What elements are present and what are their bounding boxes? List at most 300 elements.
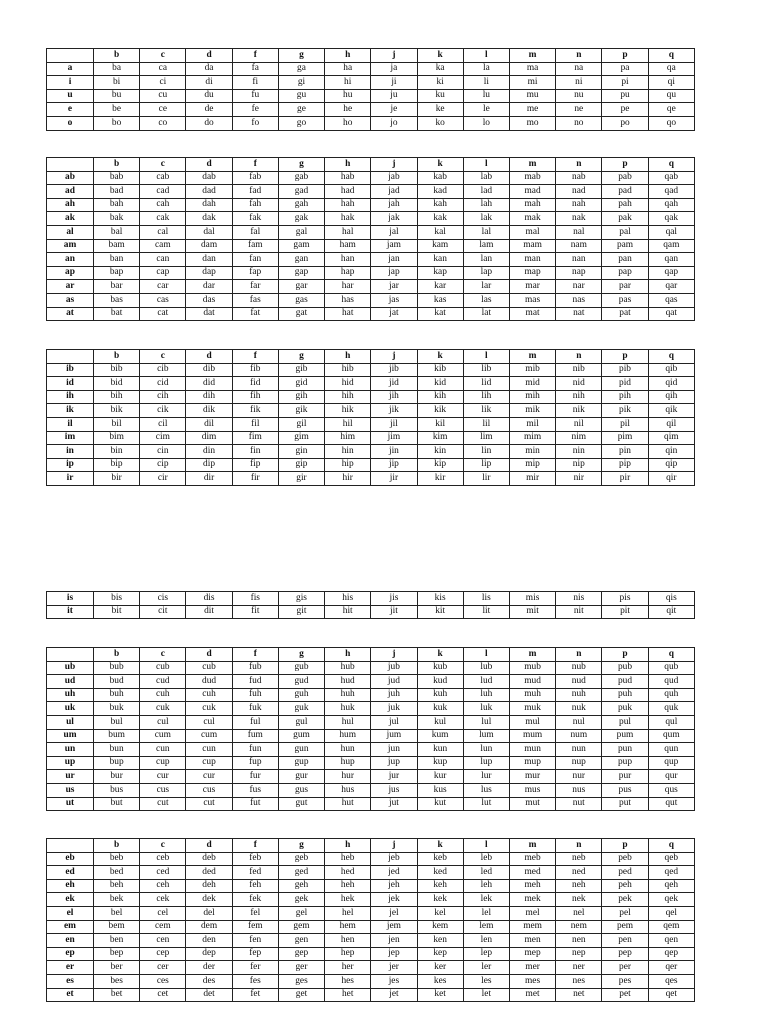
column-header: q [648, 49, 694, 63]
syllable-cell: pih [602, 390, 648, 404]
table-row [47, 906, 695, 920]
syllable-cell: pet [602, 988, 648, 1002]
syllable-cell: bem [94, 920, 140, 934]
syllable-cell: jip [371, 458, 417, 472]
syllable-cell: ler [463, 961, 509, 975]
syllable-cell: nil [556, 417, 602, 431]
syllable-cell: lud [463, 675, 509, 689]
syllable-cell: mek [509, 893, 555, 907]
syllable-cell: nem [556, 920, 602, 934]
row-header: um [47, 729, 94, 743]
syllable-cell: cis [140, 592, 186, 606]
syllable-cell: lun [463, 743, 509, 757]
row-header: e [47, 103, 94, 117]
syllable-cell: mep [509, 947, 555, 961]
syllable-cell: lab [463, 171, 509, 185]
vowel-syllable-table [46, 48, 695, 131]
syllable-cell: cub [140, 661, 186, 675]
syllable-cell: gib [278, 363, 324, 377]
syllable-cell: fer [232, 961, 278, 975]
syllable-cell: hik [325, 404, 371, 418]
syllable-cell: gen [278, 934, 324, 948]
syllable-cell: jet [371, 988, 417, 1002]
syllable-cell: nah [556, 198, 602, 212]
syllable-cell: ki [417, 76, 463, 90]
syllable-cell: dap [186, 266, 232, 280]
syllable-cell: ka [417, 62, 463, 76]
syllable-cell: lak [463, 212, 509, 226]
syllable-cell: fah [232, 198, 278, 212]
syllable-cell: jub [371, 661, 417, 675]
syllable-cell: kud [417, 675, 463, 689]
syllable-cell: ces [140, 974, 186, 988]
syllable-cell: hul [325, 715, 371, 729]
syllable-cell: cab [140, 171, 186, 185]
syllable-cell: jel [371, 906, 417, 920]
syllable-cell: din [186, 445, 232, 459]
syllable-cell: hes [325, 974, 371, 988]
column-header: h [325, 648, 371, 662]
syllable-cell: bel [94, 906, 140, 920]
syllable-cell: bal [94, 225, 140, 239]
syllable-cell: nih [556, 390, 602, 404]
syllable-cell: pat [602, 307, 648, 321]
column-header: j [371, 350, 417, 364]
row-header: ur [47, 770, 94, 784]
syllable-cell: dik [186, 404, 232, 418]
table-row [47, 89, 695, 103]
syllable-cell: pap [602, 266, 648, 280]
column-header: m [509, 648, 555, 662]
syllable-cell: fek [232, 893, 278, 907]
syllable-cell: qap [648, 266, 694, 280]
syllable-cell: mah [509, 198, 555, 212]
syllable-cell: mal [509, 225, 555, 239]
table-header-row [47, 350, 695, 364]
table-row [47, 404, 695, 418]
syllable-cell: ke [417, 103, 463, 117]
syllable-cell: bir [94, 472, 140, 486]
syllable-cell: jun [371, 743, 417, 757]
syllable-cell: jud [371, 675, 417, 689]
syllable-cell: cit [140, 605, 186, 619]
syllable-cell: hep [325, 947, 371, 961]
table-row [47, 783, 695, 797]
syllable-cell: quh [648, 688, 694, 702]
column-header: q [648, 839, 694, 853]
i-syllable-table [46, 349, 695, 486]
syllable-cell: kut [417, 797, 463, 811]
syllable-cell: qab [648, 171, 694, 185]
syllable-cell: lit [463, 605, 509, 619]
syllable-cell: kir [417, 472, 463, 486]
row-header: an [47, 253, 94, 267]
syllable-cell: cur [186, 770, 232, 784]
syllable-cell: gud [278, 675, 324, 689]
corner-cell [47, 49, 94, 63]
syllable-cell: cih [140, 390, 186, 404]
syllable-cell: net [556, 988, 602, 1002]
syllable-cell: cub [186, 661, 232, 675]
syllable-cell: fis [232, 592, 278, 606]
syllable-cell: jis [371, 592, 417, 606]
syllable-cell: cum [140, 729, 186, 743]
corner-cell [47, 158, 94, 172]
syllable-cell: bam [94, 239, 140, 253]
syllable-cell: pe [602, 103, 648, 117]
syllable-cell: jir [371, 472, 417, 486]
syllable-cell: cum [186, 729, 232, 743]
syllable-cell: mud [509, 675, 555, 689]
syllable-cell: qas [648, 293, 694, 307]
syllable-cell: jab [371, 171, 417, 185]
syllable-cell: hek [325, 893, 371, 907]
syllable-cell: far [232, 280, 278, 294]
syllable-cell: cun [140, 743, 186, 757]
syllable-cell: hil [325, 417, 371, 431]
syllable-cell: bid [94, 377, 140, 391]
syllable-cell: jim [371, 431, 417, 445]
syllable-cell: mil [509, 417, 555, 431]
syllable-cell: bil [94, 417, 140, 431]
table-header-row [47, 839, 695, 853]
syllable-cell: kan [417, 253, 463, 267]
syllable-cell: jib [371, 363, 417, 377]
syllable-cell: dak [186, 212, 232, 226]
syllable-cell: cus [186, 783, 232, 797]
syllable-cell: cam [140, 239, 186, 253]
syllable-cell: lem [463, 920, 509, 934]
syllable-cell: feb [232, 852, 278, 866]
syllable-cell: put [602, 797, 648, 811]
column-header: m [509, 49, 555, 63]
syllable-cell: neh [556, 879, 602, 893]
syllable-cell: po [602, 116, 648, 130]
syllable-cell: qak [648, 212, 694, 226]
syllable-cell: men [509, 934, 555, 948]
syllable-cell: cad [140, 185, 186, 199]
row-header: ul [47, 715, 94, 729]
syllable-cell: kal [417, 225, 463, 239]
syllable-cell: lih [463, 390, 509, 404]
table-header-row [47, 158, 695, 172]
syllable-cell: lal [463, 225, 509, 239]
row-header: ib [47, 363, 94, 377]
syllable-cell: cur [140, 770, 186, 784]
table-row [47, 307, 695, 321]
table-row [47, 605, 695, 619]
row-header: uh [47, 688, 94, 702]
syllable-cell: mam [509, 239, 555, 253]
syllable-cell: pil [602, 417, 648, 431]
syllable-cell: gul [278, 715, 324, 729]
column-header: n [556, 49, 602, 63]
syllable-cell: lul [463, 715, 509, 729]
syllable-cell: gur [278, 770, 324, 784]
syllable-cell: nul [556, 715, 602, 729]
syllable-cell: ma [509, 62, 555, 76]
syllable-cell: gut [278, 797, 324, 811]
syllable-cell: dih [186, 390, 232, 404]
syllable-cell: kus [417, 783, 463, 797]
syllable-cell: lip [463, 458, 509, 472]
syllable-cell: nuk [556, 702, 602, 716]
column-header: h [325, 839, 371, 853]
syllable-cell: car [140, 280, 186, 294]
syllable-cell: lap [463, 266, 509, 280]
syllable-cell: bik [94, 404, 140, 418]
syllable-cell: fal [232, 225, 278, 239]
table-row [47, 239, 695, 253]
syllable-cell: met [509, 988, 555, 1002]
syllable-cell: bad [94, 185, 140, 199]
column-header: f [232, 350, 278, 364]
syllable-cell: pip [602, 458, 648, 472]
column-header: h [325, 49, 371, 63]
syllable-cell: pah [602, 198, 648, 212]
syllable-cell: deh [186, 879, 232, 893]
syllable-cell: lir [463, 472, 509, 486]
syllable-cell: him [325, 431, 371, 445]
row-header: ar [47, 280, 94, 294]
syllable-cell: bim [94, 431, 140, 445]
syllable-cell: buk [94, 702, 140, 716]
syllable-cell: nit [556, 605, 602, 619]
syllable-cell: qa [648, 62, 694, 76]
syllable-cell: pub [602, 661, 648, 675]
syllable-cell: gab [278, 171, 324, 185]
column-header: g [278, 648, 324, 662]
syllable-cell: fam [232, 239, 278, 253]
table-row [47, 743, 695, 757]
syllable-cell: ho [325, 116, 371, 130]
syllable-cell: bun [94, 743, 140, 757]
syllable-cell: gum [278, 729, 324, 743]
column-header: l [463, 839, 509, 853]
syllable-cell: jur [371, 770, 417, 784]
syllable-cell: lep [463, 947, 509, 961]
syllable-cell: jit [371, 605, 417, 619]
syllable-cell: dit [186, 605, 232, 619]
syllable-cell: lah [463, 198, 509, 212]
syllable-cell: dud [186, 675, 232, 689]
syllable-cell: du [186, 89, 232, 103]
syllable-cell: qet [648, 988, 694, 1002]
syllable-cell: led [463, 866, 509, 880]
table-row [47, 212, 695, 226]
syllable-cell: kas [417, 293, 463, 307]
syllable-cell: jad [371, 185, 417, 199]
syllable-cell: jas [371, 293, 417, 307]
syllable-cell: qib [648, 363, 694, 377]
syllable-cell: bep [94, 947, 140, 961]
syllable-cell: qen [648, 934, 694, 948]
column-header: c [140, 648, 186, 662]
syllable-cell: cud [140, 675, 186, 689]
syllable-cell: bis [94, 592, 140, 606]
syllable-cell: hap [325, 266, 371, 280]
syllable-cell: hih [325, 390, 371, 404]
column-header: g [278, 49, 324, 63]
column-header: c [140, 839, 186, 853]
column-header: f [232, 158, 278, 172]
syllable-cell: dim [186, 431, 232, 445]
syllable-cell: qer [648, 961, 694, 975]
syllable-cell: jar [371, 280, 417, 294]
syllable-cell: qe [648, 103, 694, 117]
syllable-cell: jes [371, 974, 417, 988]
syllable-cell: nis [556, 592, 602, 606]
syllable-cell: dip [186, 458, 232, 472]
syllable-cell: hus [325, 783, 371, 797]
syllable-cell: pes [602, 974, 648, 988]
syllable-cell: fep [232, 947, 278, 961]
syllable-cell: geb [278, 852, 324, 866]
syllable-cell: pi [602, 76, 648, 90]
syllable-cell: co [140, 116, 186, 130]
syllable-cell: kih [417, 390, 463, 404]
syllable-cell: kim [417, 431, 463, 445]
syllable-cell: luk [463, 702, 509, 716]
syllable-cell: lek [463, 893, 509, 907]
syllable-cell: me [509, 103, 555, 117]
syllable-cell: gir [278, 472, 324, 486]
syllable-cell: mul [509, 715, 555, 729]
syllable-cell: lan [463, 253, 509, 267]
syllable-cell: pel [602, 906, 648, 920]
row-header: ed [47, 866, 94, 880]
syllable-cell: fa [232, 62, 278, 76]
syllable-cell: cup [186, 756, 232, 770]
column-header: l [463, 49, 509, 63]
syllable-cell: fat [232, 307, 278, 321]
syllable-cell: bet [94, 988, 140, 1002]
syllable-cell: guk [278, 702, 324, 716]
syllable-cell: dan [186, 253, 232, 267]
syllable-cell: qin [648, 445, 694, 459]
table-row [47, 852, 695, 866]
corner-cell [47, 839, 94, 853]
syllable-cell: bud [94, 675, 140, 689]
syllable-cell: ku [417, 89, 463, 103]
row-header: ah [47, 198, 94, 212]
syllable-cell: mes [509, 974, 555, 988]
syllable-cell: lam [463, 239, 509, 253]
syllable-cell: li [463, 76, 509, 90]
syllable-cell: qad [648, 185, 694, 199]
column-header: j [371, 49, 417, 63]
syllable-cell: bu [94, 89, 140, 103]
syllable-cell: be [94, 103, 140, 117]
table-row [47, 62, 695, 76]
syllable-cell: fik [232, 404, 278, 418]
syllable-cell: mu [509, 89, 555, 103]
syllable-cell: kap [417, 266, 463, 280]
syllable-cell: dah [186, 198, 232, 212]
row-header: ep [47, 947, 94, 961]
syllable-cell: do [186, 116, 232, 130]
syllable-cell: kes [417, 974, 463, 988]
column-header: k [417, 648, 463, 662]
row-header: em [47, 920, 94, 934]
syllable-cell: fur [232, 770, 278, 784]
syllable-cell: pep [602, 947, 648, 961]
syllable-cell: qup [648, 756, 694, 770]
syllable-cell: he [325, 103, 371, 117]
syllable-cell: ker [417, 961, 463, 975]
syllable-cell: qur [648, 770, 694, 784]
syllable-cell: nu [556, 89, 602, 103]
syllable-cell: mi [509, 76, 555, 90]
syllable-cell: fem [232, 920, 278, 934]
syllable-cell: lus [463, 783, 509, 797]
syllable-cell: huk [325, 702, 371, 716]
row-header: il [47, 417, 94, 431]
syllable-cell: mub [509, 661, 555, 675]
row-header: ud [47, 675, 94, 689]
syllable-cell: del [186, 906, 232, 920]
syllable-cell: keh [417, 879, 463, 893]
table-row [47, 417, 695, 431]
syllable-cell: gi [278, 76, 324, 90]
syllable-cell: qu [648, 89, 694, 103]
syllable-cell: pum [602, 729, 648, 743]
syllable-cell: kil [417, 417, 463, 431]
syllable-cell: kin [417, 445, 463, 459]
syllable-cell: fes [232, 974, 278, 988]
syllable-cell: cut [186, 797, 232, 811]
syllable-cell: bum [94, 729, 140, 743]
syllable-cell: bed [94, 866, 140, 880]
syllable-cell: gis [278, 592, 324, 606]
column-header: b [94, 158, 140, 172]
row-header: is [47, 592, 94, 606]
syllable-cell: mib [509, 363, 555, 377]
row-header: un [47, 743, 94, 757]
table-header-row [47, 648, 695, 662]
syllable-cell: ha [325, 62, 371, 76]
row-header: ak [47, 212, 94, 226]
syllable-cell: cep [140, 947, 186, 961]
syllable-cell: nes [556, 974, 602, 988]
syllable-cell: jo [371, 116, 417, 130]
syllable-cell: nid [556, 377, 602, 391]
syllable-cell: ni [556, 76, 602, 90]
syllable-cell: fuh [232, 688, 278, 702]
syllable-cell: ce [140, 103, 186, 117]
syllable-cell: nub [556, 661, 602, 675]
syllable-cell: hat [325, 307, 371, 321]
syllable-cell: ned [556, 866, 602, 880]
syllable-cell: gid [278, 377, 324, 391]
row-header: ip [47, 458, 94, 472]
column-header: m [509, 839, 555, 853]
table-row [47, 185, 695, 199]
row-header: am [47, 239, 94, 253]
syllable-cell: beb [94, 852, 140, 866]
column-header: l [463, 350, 509, 364]
syllable-cell: pib [602, 363, 648, 377]
syllable-cell: ber [94, 961, 140, 975]
syllable-cell: qo [648, 116, 694, 130]
syllable-cell: har [325, 280, 371, 294]
syllable-cell: fuk [232, 702, 278, 716]
syllable-cell: cir [140, 472, 186, 486]
syllable-cell: dab [186, 171, 232, 185]
syllable-cell: cer [140, 961, 186, 975]
syllable-cell: gip [278, 458, 324, 472]
syllable-cell: pab [602, 171, 648, 185]
